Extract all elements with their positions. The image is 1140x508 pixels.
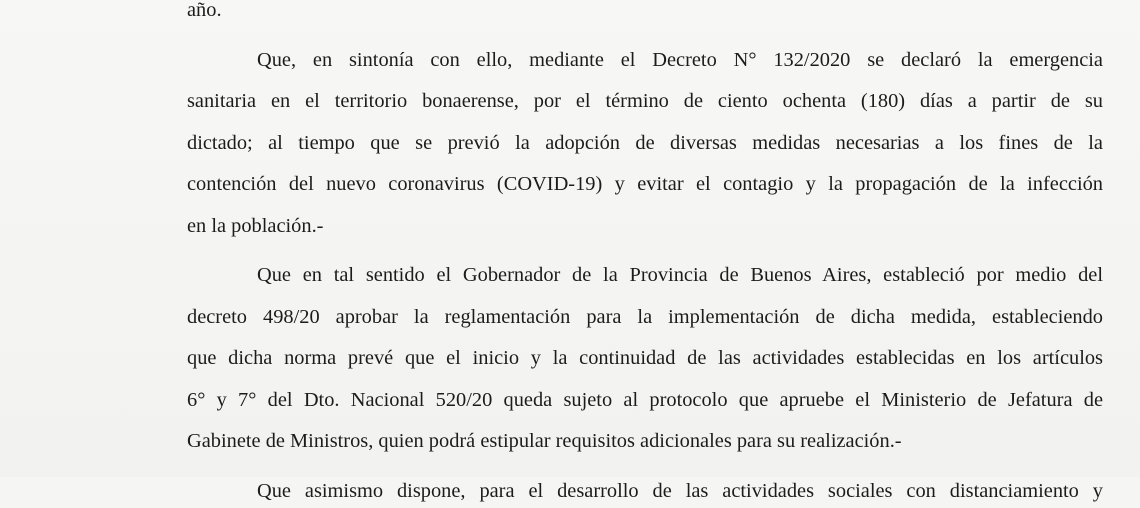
document-line: dictado; al tiempo que se previó la adopción de diversas medidas necesarias a los fines de la [187,131,1103,154]
document-line: Que asimismo dispone, para el desarrollo de las actividades sociales con distanciamiento y [257,480,1103,503]
document-line: Que, en sintonía con ello, mediante el Decreto N° 132/2020 se declaró la emergencia [257,48,1103,71]
document-line: Que en tal sentido el Gobernador de la Provincia de Buenos Aires, estableció por medio del [257,264,1103,287]
document-line: 6° y 7° del Dto. Nacional 520/20 queda sujeto al protocolo que apruebe el Ministerio de Jefatura de [187,388,1103,411]
document-line: decreto 498/20 aprobar la reglamentación para la implementación de dicha medida, estableciendo [187,305,1103,328]
document-line: año. [187,0,222,21]
document-line: contención del nuevo coronavirus (COVID-19) y evitar el contagio y la propagación de la infección [187,173,1103,196]
document-line: sanitaria en el territorio bonaerense, por el término de ciento ochenta (180) días a partir de su [187,90,1103,113]
document-line: que dicha norma prevé que el inicio y la continuidad de las actividades establecidas en los artículos [187,347,1103,370]
document-line: Gabinete de Ministros, quien podrá estipular requisitos adicionales para su realización.- [187,430,902,453]
document-line: en la población.- [187,214,324,237]
